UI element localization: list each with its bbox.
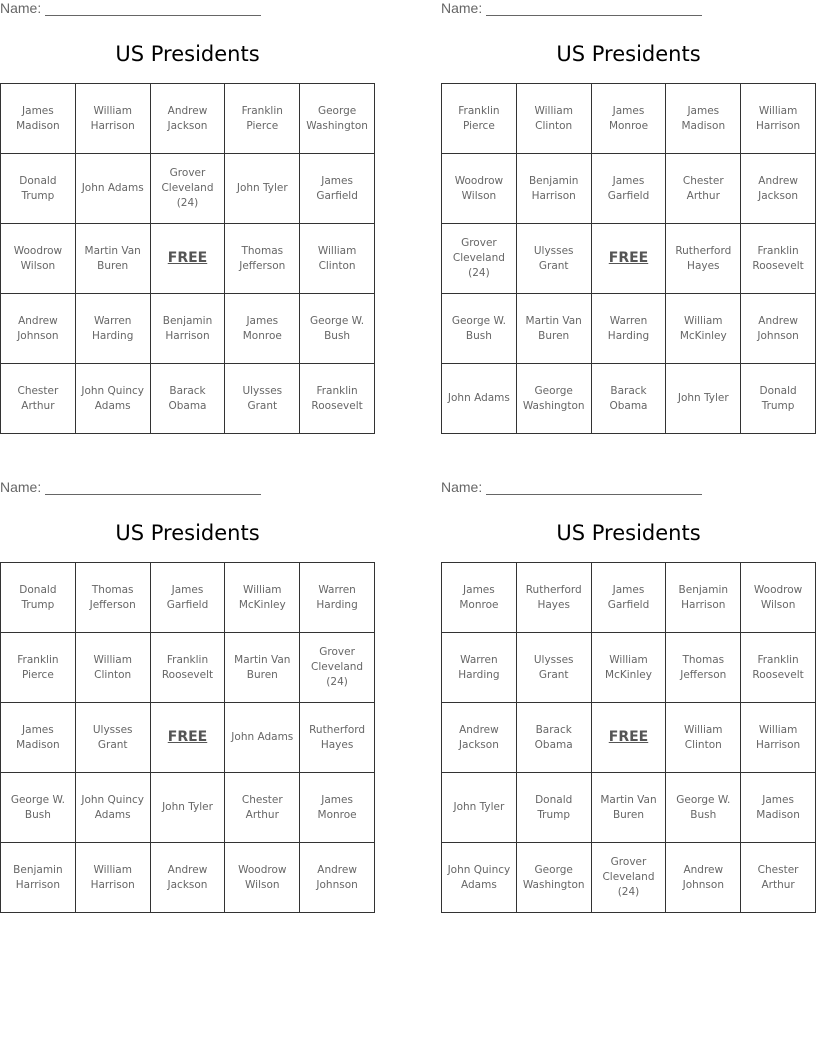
bingo-cell: James Madison [666,84,741,154]
bingo-cell: John Adams [76,154,151,224]
bingo-cell: Woodrow Wilson [741,563,816,633]
bingo-cell: Grover Cleveland (24) [300,633,375,703]
name-blank-line [486,1,702,16]
bingo-cell: Martin Van Buren [225,633,300,703]
bingo-cell: Grover Cleveland (24) [592,843,667,913]
bingo-cell: William Harrison [76,843,151,913]
card-title: US Presidents [115,42,260,66]
bingo-cell: Barack Obama [592,364,667,434]
bingo-cell: William McKinley [225,563,300,633]
bingo-cell: Chester Arthur [1,364,76,434]
bingo-cell: John Quincy Adams [76,773,151,843]
name-line [0,0,261,16]
bingo-cell: Woodrow Wilson [1,224,76,294]
bingo-grid [0,562,375,913]
bingo-cell: John Tyler [225,154,300,224]
bingo-cell: Andrew Jackson [151,843,226,913]
bingo-cell: Rutherford Hayes [300,703,375,773]
bingo-cell: James Garfield [592,563,667,633]
bingo-cell: William Clinton [517,84,592,154]
bingo-cell: James Madison [741,773,816,843]
bingo-cell: Martin Van Buren [592,773,667,843]
bingo-cell: John Adams [442,364,517,434]
name-label: Name: [0,479,42,495]
bingo-cell: Woodrow Wilson [225,843,300,913]
name-label: Name: [0,0,42,16]
bingo-grid [441,83,816,434]
bingo-cell: Andrew Jackson [741,154,816,224]
bingo-cell: William Clinton [76,633,151,703]
bingo-cell: Ulysses Grant [76,703,151,773]
bingo-cell: William Harrison [741,84,816,154]
bingo-cell: Franklin Roosevelt [151,633,226,703]
bingo-cell: Grover Cleveland (24) [151,154,226,224]
bingo-card-3 [0,479,375,914]
bingo-cell: Rutherford Hayes [666,224,741,294]
name-label: Name: [441,0,483,16]
bingo-cell: William Harrison [741,703,816,773]
bingo-cell: Franklin Roosevelt [741,224,816,294]
bingo-cell: Andrew Jackson [151,84,226,154]
bingo-cell: Barack Obama [517,703,592,773]
bingo-cell: John Quincy Adams [76,364,151,434]
bingo-cell: John Quincy Adams [442,843,517,913]
card-title: US Presidents [556,42,701,66]
bingo-cell: Ulysses Grant [517,224,592,294]
bingo-cell: Andrew Johnson [300,843,375,913]
bingo-cell: James Monroe [300,773,375,843]
bingo-cell: Woodrow Wilson [442,154,517,224]
bingo-cell: James Garfield [300,154,375,224]
bingo-cell: Franklin Roosevelt [300,364,375,434]
bingo-cell: George Washington [517,843,592,913]
bingo-cell: Franklin Pierce [442,84,517,154]
bingo-cell: Benjamin Harrison [151,294,226,364]
free-space-cell: FREE [592,703,667,773]
bingo-cell: James Monroe [592,84,667,154]
bingo-grid [441,562,816,913]
bingo-cell: Andrew Johnson [1,294,76,364]
bingo-cell: William Harrison [76,84,151,154]
bingo-cell: James Madison [1,84,76,154]
free-space-cell: FREE [592,224,667,294]
name-line [441,0,702,16]
bingo-cell: Thomas Jefferson [225,224,300,294]
bingo-cell: Warren Harding [592,294,667,364]
name-label: Name: [441,479,483,495]
bingo-cell: Ulysses Grant [225,364,300,434]
name-line [0,479,261,495]
bingo-cell: John Tyler [151,773,226,843]
bingo-cell: John Adams [225,703,300,773]
bingo-cell: George Washington [300,84,375,154]
bingo-cell: Barack Obama [151,364,226,434]
bingo-cell: Donald Trump [1,154,76,224]
bingo-cell: Franklin Pierce [225,84,300,154]
bingo-cell: George W. Bush [1,773,76,843]
bingo-cell: Franklin Roosevelt [741,633,816,703]
bingo-cell: James Monroe [225,294,300,364]
bingo-cell: William McKinley [592,633,667,703]
bingo-cell: James Garfield [151,563,226,633]
name-blank-line [45,1,261,16]
free-space-cell: FREE [151,703,226,773]
bingo-cell: Benjamin Harrison [666,563,741,633]
bingo-cell: James Garfield [592,154,667,224]
bingo-cell: George Washington [517,364,592,434]
name-blank-line [486,480,702,495]
bingo-cell: Chester Arthur [666,154,741,224]
bingo-grid [0,83,375,434]
bingo-cell: Chester Arthur [225,773,300,843]
bingo-cell: Grover Cleveland (24) [442,224,517,294]
bingo-cell: Ulysses Grant [517,633,592,703]
name-blank-line [45,480,261,495]
bingo-cell: Donald Trump [1,563,76,633]
card-title: US Presidents [115,521,260,545]
bingo-cell: Andrew Johnson [666,843,741,913]
bingo-cell: Franklin Pierce [1,633,76,703]
bingo-cell: John Tyler [666,364,741,434]
bingo-cell: William McKinley [666,294,741,364]
card-title: US Presidents [556,521,701,545]
bingo-cell: Thomas Jefferson [76,563,151,633]
bingo-card-1 [0,0,375,435]
bingo-cell: George W. Bush [442,294,517,364]
bingo-cell: William Clinton [666,703,741,773]
bingo-cell: Warren Harding [300,563,375,633]
bingo-cell: Thomas Jefferson [666,633,741,703]
bingo-cell: Andrew Jackson [442,703,517,773]
bingo-cell: Donald Trump [741,364,816,434]
bingo-cell: Warren Harding [76,294,151,364]
name-line [441,479,702,495]
bingo-cell: James Monroe [442,563,517,633]
bingo-cell: Chester Arthur [741,843,816,913]
free-space-cell: FREE [151,224,226,294]
bingo-cell: George W. Bush [300,294,375,364]
bingo-cell: Donald Trump [517,773,592,843]
bingo-cell: Benjamin Harrison [517,154,592,224]
bingo-cell: Martin Van Buren [517,294,592,364]
bingo-cell: William Clinton [300,224,375,294]
bingo-cell: Benjamin Harrison [1,843,76,913]
bingo-cell: Rutherford Hayes [517,563,592,633]
bingo-cell: Warren Harding [442,633,517,703]
bingo-cell: John Tyler [442,773,517,843]
bingo-cell: James Madison [1,703,76,773]
bingo-cell: Andrew Johnson [741,294,816,364]
bingo-card-4 [441,479,816,914]
bingo-cell: George W. Bush [666,773,741,843]
bingo-cell: Martin Van Buren [76,224,151,294]
bingo-card-2 [441,0,816,435]
